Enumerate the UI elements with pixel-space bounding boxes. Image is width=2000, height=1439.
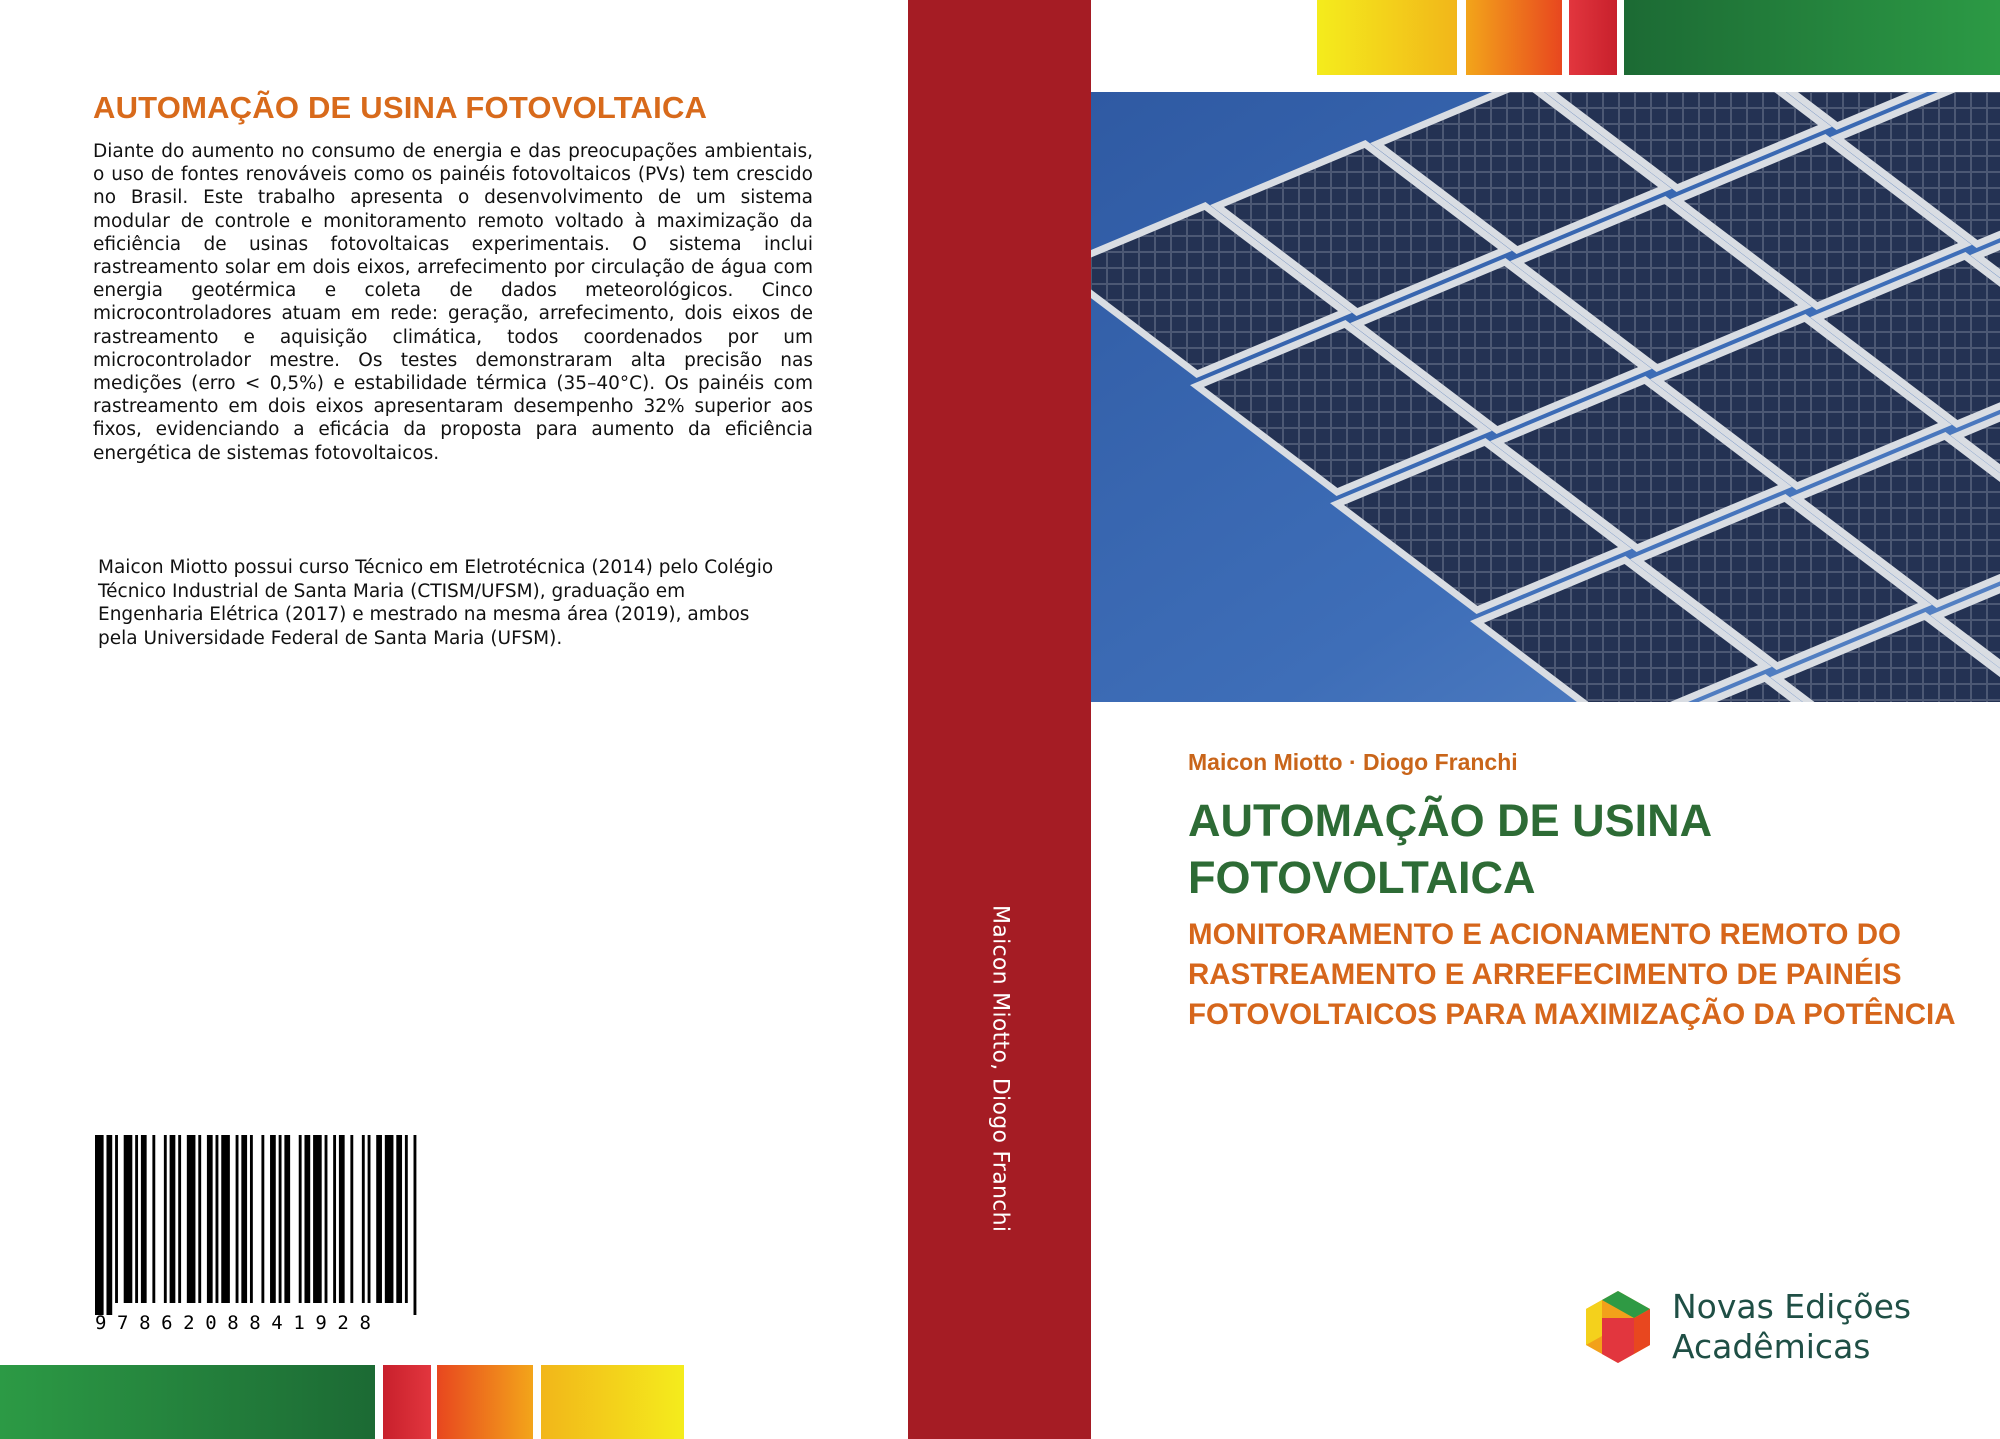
barcode-bar	[368, 1135, 371, 1303]
publisher-hexagon-logo	[1578, 1287, 1658, 1367]
publisher-name	[1672, 1287, 1962, 1367]
barcode-bar	[198, 1135, 201, 1303]
spine	[908, 0, 1091, 1439]
spine-authors: Maicon Miotto, Diogo Franchi	[987, 905, 1012, 1233]
barcode-bar	[250, 1135, 253, 1303]
barcode-bar	[221, 1135, 230, 1303]
front-subtitle: MONITORAMENTO E ACIONAMENTO REMOTO DO RASTREAMENTO E ARREFECIMENTO DE PAINÉIS FOTOVOLTAICOS PARA MAXIMIZAÇÃO DA POTÊNCIA	[1188, 918, 1956, 1031]
barcode-bar	[216, 1135, 219, 1303]
barcode-bar	[207, 1135, 213, 1303]
barcode-bar	[141, 1135, 147, 1303]
barcode-bar	[414, 1135, 417, 1315]
publisher-line-2: Acadêmicas	[1672, 1327, 1871, 1366]
barcode-bar	[396, 1135, 402, 1303]
front-title: AUTOMAÇÃO DE USINA FOTOVOLTAICA	[1188, 795, 1711, 903]
front-cover	[1091, 0, 2000, 1439]
barcode-bar	[362, 1135, 365, 1303]
barcode-bar	[170, 1135, 176, 1303]
barcode-bar	[236, 1135, 239, 1303]
barcode-bars	[95, 1135, 425, 1315]
back-abstract: Diante do aumento no consumo de energia e das preocupações ambientais, o uso de fontes renováveis como os painéis fotovoltaicos (PVs) tem crescido no Brasil. Este trabalho apresenta o desenvolvimento de um sistema modular de controle e monitoramento remoto voltado à maximização da eficiência de usinas fotovoltaicas experimentais. O sistema inclui rastreamento solar em dois eixos, arrefecimento por circulação de água com energia geotérmica e coleta de dados meteorológicos. Cinco microcontroladores atuam em rede: geração, arrefecimento, dois eixos de rastreamento e aquisição climática, todos coordenados por um microcontrolador mestre. Os testes demonstraram alta precisão nas medições (erro < 0,5%) e estabilidade térmica (35–40°C). Os painéis com rastreamento em dois eixos apresentaram desempenho 32% superior aos fixos, evidenciando a eficácia da proposta para aumento da eficiência energética de sistemas fotovoltaicos.	[93, 141, 813, 464]
barcode-bar	[152, 1135, 155, 1303]
barcode-bar	[124, 1135, 133, 1303]
barcode-bar	[261, 1135, 264, 1303]
barcode-bar	[325, 1135, 328, 1303]
front-color-stripes	[1091, 0, 2000, 75]
back-cover	[0, 0, 908, 1439]
barcode-bar	[350, 1135, 353, 1303]
barcode-bar	[405, 1135, 408, 1303]
barcode-bar	[270, 1135, 276, 1303]
barcode-bar	[284, 1135, 290, 1303]
barcode-bar	[279, 1135, 282, 1303]
barcode-bar	[241, 1135, 247, 1303]
barcode-bar	[187, 1135, 196, 1303]
barcode-bar	[385, 1135, 394, 1303]
barcode-bar	[106, 1135, 112, 1315]
barcode-bar	[115, 1135, 118, 1303]
back-title: AUTOMAÇÃO DE USINA FOTOVOLTAICA	[93, 90, 708, 125]
barcode-bar	[299, 1135, 302, 1303]
front-authors: Maicon Miotto · Diogo Franchi	[1188, 749, 1518, 775]
barcode-bar	[339, 1135, 345, 1303]
back-color-stripes	[0, 1365, 908, 1439]
author-bio: Maicon Miotto possui curso Técnico em Eletrotécnica (2014) pelo Colégio Técnico Industrial de Santa Maria (CTISM/UFSM), graduação em Engenharia Elétrica (2017) e mestrado na mesma área (2019), ambos pela Universidade Federal de Santa Maria (UFSM).	[98, 557, 774, 649]
publisher-line-1: Novas Edições	[1672, 1287, 1912, 1326]
barcode-bar	[135, 1135, 138, 1303]
barcode-bar	[333, 1135, 336, 1303]
isbn-digits: 9786208841928	[95, 1312, 382, 1334]
barcode-bar	[178, 1135, 181, 1303]
barcode-bar	[304, 1135, 310, 1303]
barcode	[95, 1135, 425, 1340]
barcode-bar	[313, 1135, 322, 1303]
barcode-bar	[164, 1135, 167, 1303]
publisher-block	[1578, 1287, 1958, 1377]
barcode-bar	[95, 1135, 104, 1315]
barcode-bar	[376, 1135, 382, 1303]
solar-panels-photo	[1091, 92, 2000, 702]
